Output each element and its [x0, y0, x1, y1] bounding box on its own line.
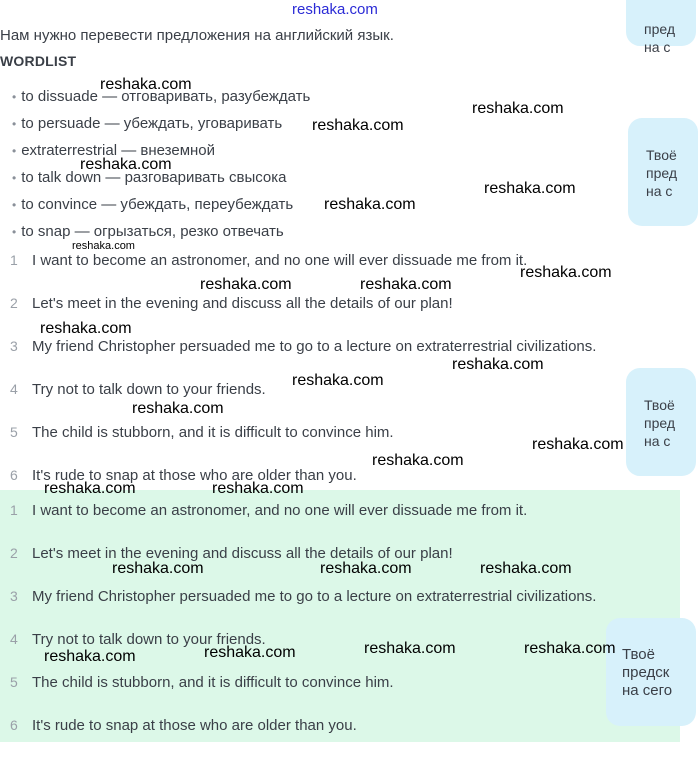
answer-item: 5 The child is stubborn, and it is difficult to convince him. — [10, 674, 394, 691]
prediction-card[interactable]: Твоё пред на с — [626, 368, 696, 476]
watermark: reshaka.com — [484, 180, 576, 197]
watermark: reshaka.com — [44, 480, 136, 497]
watermark: reshaka.com — [204, 644, 296, 661]
watermark: reshaka.com — [40, 320, 132, 337]
wordlist-item: • to snap — огрызаться, резко отвечать — [12, 223, 284, 240]
watermark: reshaka.com — [312, 117, 404, 134]
bullet-icon: • — [12, 225, 17, 239]
watermark: reshaka.com — [452, 356, 544, 373]
site-url[interactable]: reshaka.com — [292, 1, 378, 18]
answer-item: 6 It's rude to snap at those who are older than you. — [10, 717, 357, 734]
watermark: reshaka.com — [100, 76, 192, 93]
sentence-item: 6 It's rude to snap at those who are older than you. — [10, 467, 357, 484]
bullet-icon: • — [12, 117, 17, 131]
watermark: reshaka.com — [44, 648, 136, 665]
watermark: reshaka.com — [200, 276, 292, 293]
watermark: reshaka.com — [324, 196, 416, 213]
sentence-item: 2 Let's meet in the evening and discuss all the details of our plan! — [10, 295, 453, 312]
sentence-item: 5 The child is stubborn, and it is difficult to convince him. — [10, 424, 394, 441]
watermark: reshaka.com — [112, 560, 204, 577]
watermark: reshaka.com — [132, 400, 224, 417]
watermark: reshaka.com — [520, 264, 612, 281]
watermark: reshaka.com — [472, 100, 564, 117]
answer-item: 3 My friend Christopher persuaded me to go to a lecture on extraterrestrial civilizations. — [10, 588, 597, 605]
watermark: reshaka.com — [480, 560, 572, 577]
bullet-icon: • — [12, 144, 17, 158]
sentence-item: 4 Try not to talk down to your friends. — [10, 381, 266, 398]
prediction-card[interactable]: Твоё пред на с — [628, 118, 698, 226]
watermark: reshaka.com — [320, 560, 412, 577]
wordlist-item: • extraterrestrial — внеземной — [12, 142, 216, 159]
watermark: reshaka.com — [524, 640, 616, 657]
sentence-item: 3 My friend Christopher persuaded me to go to a lecture on extraterrestrial civilizations. — [10, 338, 597, 355]
wordlist-item: • to dissuade — отговаривать, разубеждать — [12, 88, 311, 105]
watermark: reshaka.com — [532, 436, 624, 453]
watermark: reshaka.com — [72, 240, 135, 252]
answer-sentences — [0, 502, 680, 760]
answer-item: 2 Let's meet in the evening and discuss all the details of our plan! — [10, 545, 453, 562]
watermark: reshaka.com — [80, 156, 172, 173]
wordlist-item: • to persuade — убеждать, уговаривать — [12, 115, 283, 132]
bullet-icon: • — [12, 90, 17, 104]
prediction-card[interactable]: пред на с — [626, 0, 696, 46]
bullet-icon: • — [12, 171, 17, 185]
answer-item: 1 I want to become an astronomer, and no one will ever dissuade me from it. — [10, 502, 528, 519]
watermark: reshaka.com — [292, 372, 384, 389]
watermark: reshaka.com — [372, 452, 464, 469]
task-intro: Нам нужно перевести предложения на английский язык. — [0, 27, 394, 44]
prediction-card[interactable]: Твоё предск на сего — [606, 618, 696, 726]
sentence-item: 1 I want to become an astronomer, and no one will ever dissuade me from it. — [10, 252, 528, 269]
wordlist-heading: WORDLIST — [0, 53, 77, 69]
watermark: reshaka.com — [364, 640, 456, 657]
wordlist-item: • to talk down — разговаривать свысока — [12, 169, 287, 186]
watermark: reshaka.com — [212, 480, 304, 497]
bullet-icon: • — [12, 198, 17, 212]
wordlist-item: • to convince — убеждать, переубеждать — [12, 196, 294, 213]
watermark: reshaka.com — [360, 276, 452, 293]
answer-item: 4 Try not to talk down to your friends. — [10, 631, 266, 648]
